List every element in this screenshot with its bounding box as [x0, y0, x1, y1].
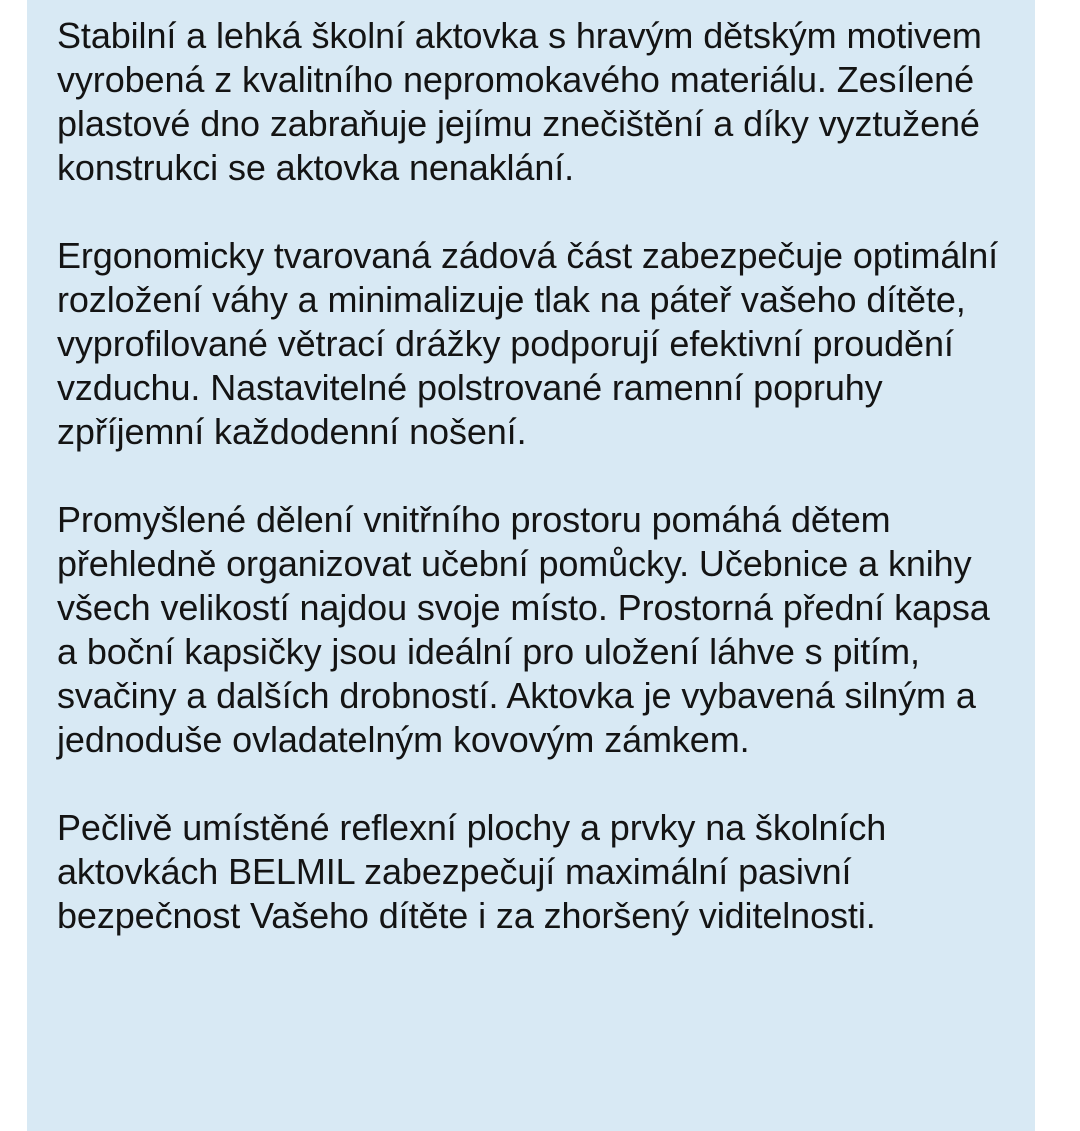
description-paragraph-3: Promyšlené dělení vnitřního prostoru pomáhá dětem přehledně organizovat učební pomůcky. Učebnice a knihy všech velikostí najdou svoje místo. Prostorná přední kapsa a boční kapsičky jsou ideální pro uložení láhve s pitím, svačiny a dalších drobností. Aktovka je vybavená silným a jednoduše ovladatelným kovovým zámkem. [57, 499, 990, 760]
description-paragraph-1: Stabilní a lehká školní aktovka s hravým dětským motivem vyrobená z kvalitního nepromokavého materiálu. Zesílené plastové dno zabraňuje jejímu znečištění a díky vyztužené konstrukci se aktovka nenaklání. [57, 15, 982, 188]
description-text-block [57, 14, 1007, 938]
description-paragraph-2: Ergonomicky tvarovaná zádová část zabezpečuje optimální rozložení váhy a minimalizuje tlak na páteř vašeho dítěte, vyprofilované větrací drážky podporují efektivní proudění vzduchu. Nastavitelné polstrované ramenní popruhy zpříjemní každodenní nošení. [57, 235, 999, 452]
product-description-panel [27, 0, 1035, 1131]
description-paragraph-4: Pečlivě umístěné reflexní plochy a prvky na školních aktovkách BELMIL zabezpečují maximální pasivní bezpečnost Vašeho dítěte i za zhoršený viditelnosti. [57, 807, 887, 936]
